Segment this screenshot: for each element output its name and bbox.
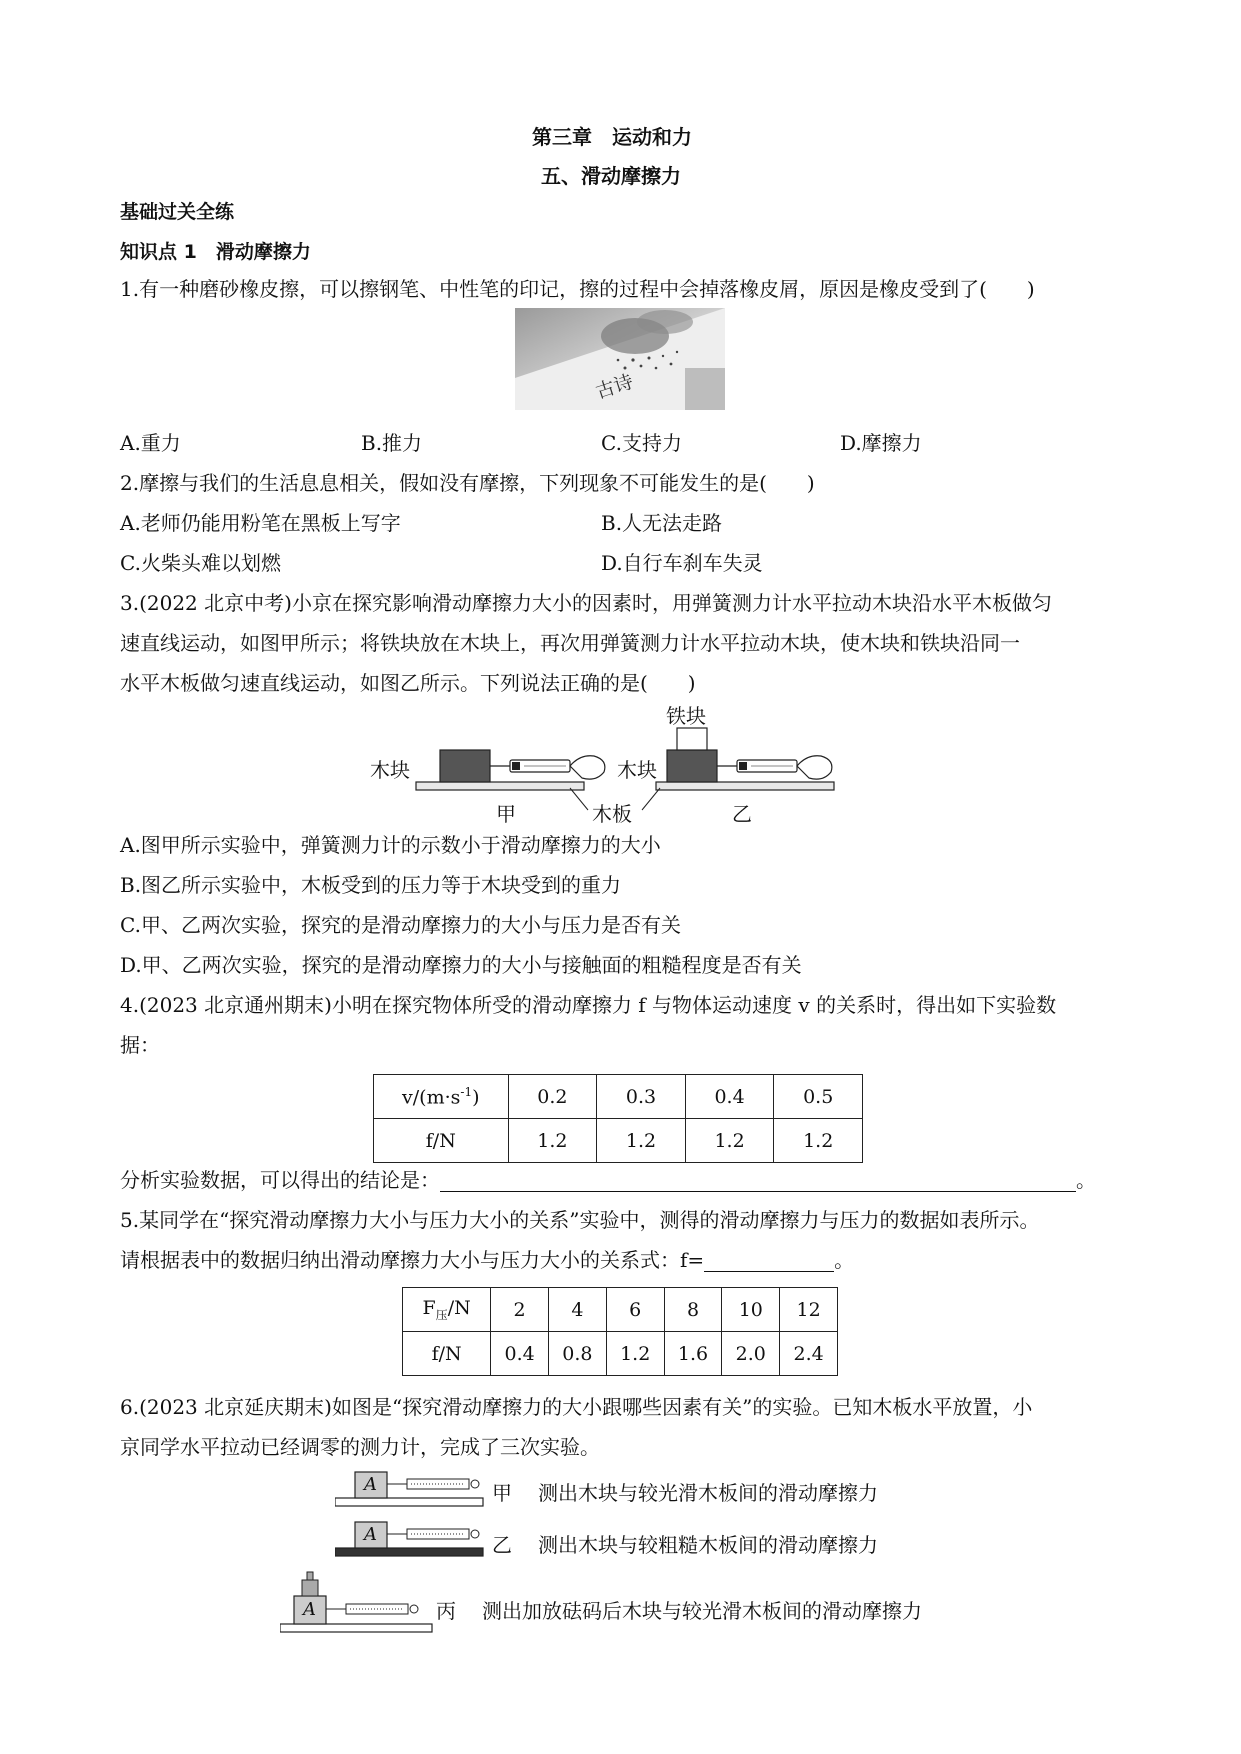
chapter-title: 第三章 运动和力 — [532, 125, 692, 149]
table-cell: 1.2 — [508, 1119, 597, 1163]
table-cell: 1.6 — [664, 1332, 722, 1376]
table-cell: 12 — [780, 1288, 838, 1332]
table-cell: 0.2 — [508, 1075, 597, 1119]
q2-option-a: A.老师仍能用粉笔在黑板上写字 — [120, 511, 401, 535]
table-header-cell: f/N — [403, 1332, 491, 1376]
figure-bing-label: 丙 — [436, 1599, 456, 1623]
table-cell: 4 — [549, 1288, 607, 1332]
question-2-stem: 2.摩擦与我们的生活息息相关，假如没有摩擦，下列现象不可能发生的是( ) — [120, 471, 815, 495]
q3-option-a: A.图甲所示实验中，弹簧测力计的示数小于滑动摩擦力的大小 — [120, 833, 661, 857]
table-row — [403, 1288, 838, 1332]
figure-jia-label: 甲 — [492, 1481, 512, 1505]
table-cell: 0.4 — [685, 1075, 774, 1119]
label-figure-yi: 乙 — [732, 802, 752, 826]
table-cell: 6 — [606, 1288, 664, 1332]
q2-option-b: B.人无法走路 — [601, 511, 723, 535]
table-row — [374, 1075, 863, 1119]
experiment-figure-bing — [280, 1568, 440, 1634]
table-header-cell: f/N — [374, 1119, 509, 1163]
label-board: 木板 — [592, 802, 632, 826]
table-header-cell: $F_压/N$ — [403, 1288, 491, 1332]
q2-option-d: D.自行车刹车失灵 — [601, 551, 763, 575]
question-4-line-1: 4.(2023 北京通州期末)小明在探究物体所受的滑动摩擦力 f 与物体运动速度 v 的关系时，得出如下实验数 — [120, 993, 1057, 1017]
table-cell: 10 — [722, 1288, 780, 1332]
photo-paper-text: 古诗 — [592, 370, 636, 404]
section-title: 五、滑动摩擦力 — [541, 164, 681, 188]
block-letter-a: A — [303, 1599, 316, 1620]
block-letter-a: A — [364, 1524, 377, 1545]
table-row — [403, 1332, 838, 1376]
answer-blank[interactable] — [704, 1249, 834, 1272]
figure-jia-caption: 测出木块与较光滑木板间的滑动摩擦力 — [538, 1481, 878, 1505]
table-cell: 0.8 — [549, 1332, 607, 1376]
answer-blank[interactable] — [440, 1169, 1076, 1192]
question-4-line-2: 据： — [120, 1033, 160, 1057]
q3-option-d: D.甲、乙两次实验，探究的是滑动摩擦力的大小与接触面的粗糙程度是否有关 — [120, 953, 802, 977]
label-wood-block-left: 木块 — [370, 758, 410, 782]
table-cell: 0.3 — [597, 1075, 686, 1119]
experiment-figure-yi — [335, 1516, 495, 1558]
question-1-stem: 1.有一种磨砂橡皮擦，可以擦钢笔、中性笔的印记，擦的过程中会掉落橡皮屑，原因是橡皮受到了( ) — [120, 277, 1035, 301]
table-cell: 1.2 — [685, 1119, 774, 1163]
question-5-line-2: 请根据表中的数据归纳出滑动摩擦力大小与压力大小的关系式：f= 。 — [120, 1248, 855, 1272]
q1-option-c: C.支持力 — [601, 431, 682, 455]
q2-option-c: C.火柴头难以划燃 — [120, 551, 281, 575]
practice-title: 基础过关全练 — [120, 201, 235, 223]
block-letter-a: A — [364, 1474, 377, 1495]
label-wood-block-right: 木块 — [617, 758, 657, 782]
question-3-line-1: 3.(2022 北京中考)小京在探究影响滑动摩擦力大小的因素时，用弹簧测力计水平拉动木块沿水平木板做匀 — [120, 591, 1052, 615]
label-iron-block: 铁块 — [666, 704, 706, 728]
figure-yi-label: 乙 — [492, 1533, 512, 1557]
figure-bing-caption: 测出加放砝码后木块与较光滑木板间的滑动摩擦力 — [482, 1599, 922, 1623]
question-6-line-1: 6.(2023 北京延庆期末)如图是“探究滑动摩擦力的大小跟哪些因素有关”的实验。已知木板水平放置，小 — [120, 1395, 1033, 1419]
figure-yi-caption: 测出木块与较粗糙木板间的滑动摩擦力 — [538, 1533, 878, 1557]
table-cell: 1.2 — [606, 1332, 664, 1376]
pressure-friction-table — [402, 1287, 838, 1376]
question-6-line-2: 京同学水平拉动已经调零的测力计，完成了三次实验。 — [120, 1435, 600, 1459]
table-header-cell: $v/(m\cdot s^{-1})$ — [374, 1075, 509, 1119]
table-cell: 2.0 — [722, 1332, 780, 1376]
question-4-conclusion: 分析实验数据，可以得出的结论是： 。 — [120, 1168, 1096, 1192]
question-3-line-2: 速直线运动，如图甲所示；将铁块放在木块上，再次用弹簧测力计水平拉动木块，使木块和铁块沿同一 — [120, 631, 1020, 655]
q1-option-a: A.重力 — [120, 431, 181, 455]
friction-experiment-figure — [370, 700, 870, 826]
table-cell: 1.2 — [597, 1119, 686, 1163]
question-5-line-1: 5.某同学在“探究滑动摩擦力大小与压力大小的关系”实验中，测得的滑动摩擦力与压力的数据如表所示。 — [120, 1208, 1040, 1232]
q3-option-b: B.图乙所示实验中，木板受到的压力等于木块受到的重力 — [120, 873, 622, 897]
q1-option-b: B.推力 — [361, 431, 423, 455]
label-figure-jia: 甲 — [496, 802, 516, 826]
table-cell: 0.4 — [491, 1332, 549, 1376]
q3-option-c: C.甲、乙两次实验，探究的是滑动摩擦力的大小与压力是否有关 — [120, 913, 681, 937]
question-3-line-3: 水平木板做匀速直线运动，如图乙所示。下列说法正确的是( ) — [120, 671, 696, 695]
table-cell: 0.5 — [774, 1075, 863, 1119]
q1-option-d: D.摩擦力 — [840, 431, 922, 455]
table-cell: 1.2 — [774, 1119, 863, 1163]
table-cell: 2.4 — [780, 1332, 838, 1376]
table-cell: 2 — [491, 1288, 549, 1332]
knowledge-point-title: 知识点 1 滑动摩擦力 — [120, 241, 311, 263]
table-row — [374, 1119, 863, 1163]
table-cell: 8 — [664, 1288, 722, 1332]
velocity-friction-table — [373, 1074, 863, 1163]
eraser-photo — [515, 308, 725, 410]
experiment-figure-jia — [335, 1466, 495, 1508]
